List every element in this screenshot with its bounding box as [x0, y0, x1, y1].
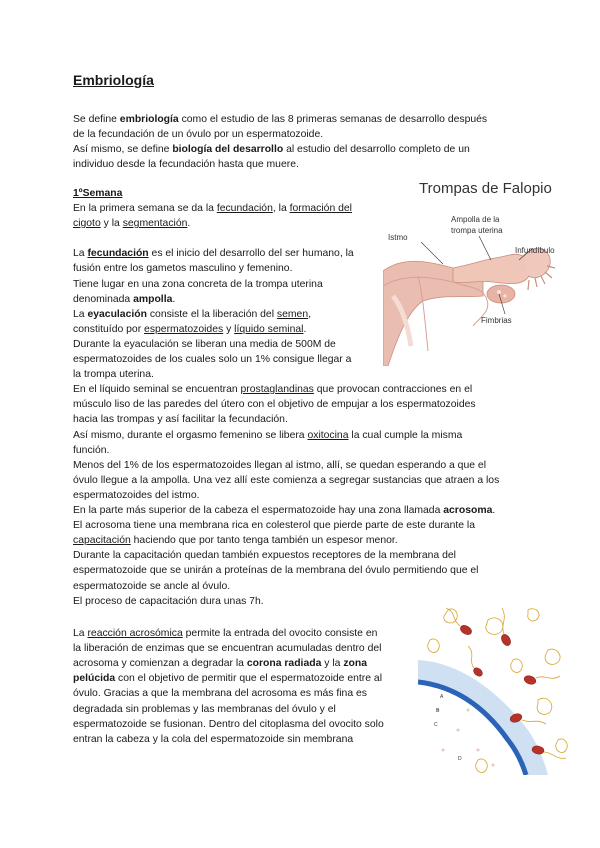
- intro-line: individuo desde la fecundación hasta que muere.: [73, 159, 299, 171]
- section1-line: óvulo llegue a la ampolla. Una vez allí este comienza a segregar sustancias que atraen a los: [73, 474, 500, 486]
- section2-line: espermatozoide se fusionan. Dentro del citoplasma del ovocito solo: [73, 718, 384, 730]
- section1-line: En la parte más superior de la cabeza el espermatozoide hay una zona llamada acrosoma.: [73, 505, 496, 516]
- section1-line: denominada ampolla.: [73, 293, 176, 305]
- svg-text:D: D: [458, 756, 462, 762]
- section2-line: entran la cabeza y la cola del espermatozoide sin membrana: [73, 733, 354, 745]
- section1-line: hacia las trompas y así facilitar la fecundación.: [73, 414, 288, 426]
- label-ampolla: Ampolla de la: [451, 215, 500, 224]
- svg-text:B: B: [436, 708, 440, 714]
- section1-line: El proceso de capacitación dura unas 7h.: [73, 595, 264, 607]
- section2-line: la liberación de enzimas que se encuentran acumuladas dentro del: [73, 643, 382, 655]
- label-ampolla-2: trompa uterina: [451, 226, 503, 235]
- section1-line: constituído por espermatozoides y líquido seminal.: [73, 323, 307, 335]
- section2-line: degradada sin problemas y las membranas del óvulo y el: [73, 703, 336, 715]
- section1-line: fusión entre los gametos masculino y femenino.: [73, 263, 293, 275]
- section1-line: En la primera semana se da la fecundación, la formación del: [73, 203, 352, 214]
- section1-line: función.: [73, 444, 110, 456]
- section1-line: espermatozoides de los cuales solo un 1% consigue llegar a: [73, 354, 352, 365]
- intro-line: Así mismo, se define biología del desarrollo al estudio del desarrollo completo de un: [73, 144, 470, 156]
- page-title: Embriología: [73, 72, 154, 88]
- fallopian-tube-illustration: [383, 176, 578, 366]
- section1-line: Así mismo, durante el orgasmo femenino se libera oxitocina la cual cumple la misma: [73, 429, 463, 441]
- section1-line: la trompa uterina.: [73, 369, 154, 381]
- section1-line: cigoto y la segmentación.: [73, 218, 191, 230]
- section2-line: pelúcida con el objetivo de permitir que el espermatozoide entre al: [73, 673, 382, 685]
- label-fimbrias: Fimbrias: [481, 316, 512, 325]
- section1-line: espermatozoide se ancle al óvulo.: [73, 580, 231, 592]
- section1-line: espermatozoides del istmo.: [73, 489, 200, 501]
- section1-line: Durante la capacitación quedan también expuestos receptores de la membrana del: [73, 550, 456, 562]
- section1-line: La eyaculación consiste el la liberación del semen,: [73, 308, 311, 320]
- section1-line: Tiene lugar en una zona concreta de la trompa uterina: [73, 278, 323, 290]
- intro-line: Se define embriología como el estudio de las 8 primeras semanas de desarrollo después: [73, 114, 488, 125]
- svg-text:C: C: [434, 722, 438, 728]
- section2-line: óvulo. Gracias a que la membrana del acrosoma es más fina es: [73, 688, 367, 700]
- section1-line: En el líquido seminal se encuentran prostaglandinas que provocan contracciones en el: [73, 384, 473, 396]
- label-istmo: Istmo: [388, 233, 408, 242]
- svg-text:A: A: [440, 694, 444, 700]
- section1-line: La fecundación es el inicio del desarrollo del ser humano, la: [73, 248, 354, 260]
- section1-line: espermatozoide que se unirán a proteínas de la membrana del óvulo permitiendo que el: [73, 565, 479, 577]
- section1-line: El acrosoma tiene una membrana rica en colesterol que pierde parte de este durante la: [73, 520, 476, 532]
- label-infundibulo: Infundíbulo: [515, 246, 555, 255]
- section-heading-1-semana: 1ºSemana: [73, 188, 123, 199]
- section1-line: Durante la eyaculación se liberan una media de 500M de: [73, 338, 336, 350]
- section2-line: acrosoma y comienzan a degradar la corona radiada y la zona: [73, 658, 367, 670]
- acrosome-reaction-figure: [418, 600, 578, 775]
- intro-line: de la fecundación de un óvulo por un espermatozoide.: [73, 129, 324, 141]
- section1-line: capacitación haciendo que por tanto tenga también un espesor menor.: [73, 535, 398, 547]
- section1-line: músculo liso de las paredes del útero con el objetivo de empujar a los espermatozoides: [73, 399, 476, 411]
- section1-line: Menos del 1% de los espermatozoides llegan al istmo, allí, se quedan esperando a que el: [73, 459, 486, 471]
- trompas-figure: [383, 176, 578, 366]
- acrosome-reaction-illustration: [418, 600, 578, 775]
- section2-line: La reacción acrosómica permite la entrada del ovocito consiste en: [73, 628, 378, 639]
- trompas-figure-title: Trompas de Falopio: [419, 180, 552, 197]
